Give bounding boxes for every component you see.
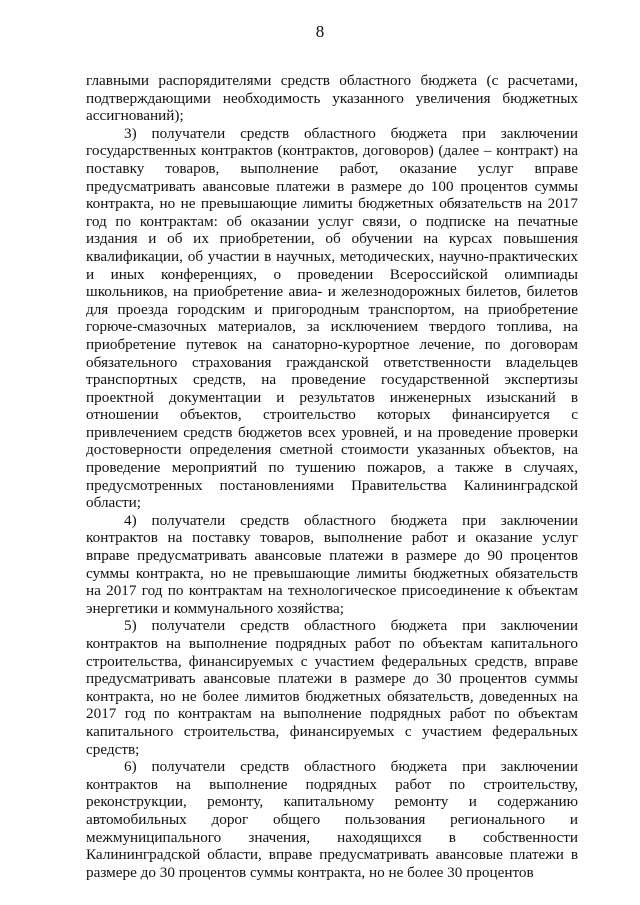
page-number: 8 (315, 22, 325, 41)
list-item-3 (86, 125, 578, 512)
document-body (86, 72, 578, 881)
list-item-text: получатели средств областного бюджета при заключении контрактов на выполнение подрядных работ по строительству, реконструкции, ремонту, капитальному ремонту и содержанию автомобильных дорог общего пользования регионального и межмуниципального значения, находящихся в собственности Калининградской области, вправе предусматривать авансовые платежи в размере до 30 процентов суммы контракта, но не более 30 процентов (86, 758, 578, 881)
list-item-number: 5) (124, 617, 137, 635)
list-item-text: получатели средств областного бюджета при заключении государственных контрактов (контрактов, договоров) (далее – контракт) на поставку товаров, выполнение работ, оказание услуг вправе предусматривать авансовые платежи в размере до 100 процентов суммы контракта, но не превышающие лимиты бюджетных обязательств на 2017 год по контрактам: об оказании услуг связи, о подписке на печатные издания и об их приобретении, об обучении на курсах повышения квалификации, об участии в научных, методических, научно-практических и иных конференциях, о проведении Всероссийской олимпиады школьников, на приобретение авиа- и железнодорожных билетов, билетов для проезда городским и пригородным транспортом, на приобретение горюче-смазочных материалов, за исключением твердого топлива, на приобретение путевок на санаторно-курортное лечение, по договорам обязательного страхования гражданской ответственности владельцев транспортных средств, на проведение государственной экспертизы проектной документации и результатов инженерных изысканий в отношении объектов, строительство которых финансируется с привлечением средств бюджетов всех уровней, и на проведение проверки достоверности определения сметной стоимости указанных объектов, на проведение мероприятий по тушению пожаров, а также в случаях, предусмотренных постановлениями Правительства Калининградской области; (86, 124, 578, 512)
list-item-number: 3) (124, 124, 137, 142)
paragraph-text: главными распорядителями средств областного бюджета (с расчетами, подтверждающими необходимость указанного увеличения бюджетных ассигнований); (86, 72, 578, 125)
list-item-5 (86, 617, 578, 758)
list-item-text: получатели средств областного бюджета при заключении контрактов на выполнение подрядных работ по объектам капитального строительства, финансируемых с участием федеральных средств, вправе предусматривать авансовые платежи в размере до 30 процентов суммы контракта, но не более лимитов бюджетных обязательств, доведенных на 2017 год по контрактам на выполнение подрядных работ по объектам капитального строительства, финансируемых с участием федеральных средств; (86, 617, 578, 758)
paragraph-continuation (86, 72, 578, 125)
list-item-6 (86, 758, 578, 881)
list-item-number: 6) (124, 758, 137, 776)
list-item-number: 4) (124, 511, 137, 529)
list-item-4 (86, 512, 578, 618)
list-item-text: получатели средств областного бюджета при заключении контрактов на поставку товаров, выполнение работ и оказание услуг вправе предусматривать авансовые платежи в размере до 90 процентов суммы контракта, но не превышающие лимиты бюджетных обязательств на 2017 год по контрактам на технологическое присоединение к объектам энергетики и коммунального хозяйства; (86, 511, 578, 617)
